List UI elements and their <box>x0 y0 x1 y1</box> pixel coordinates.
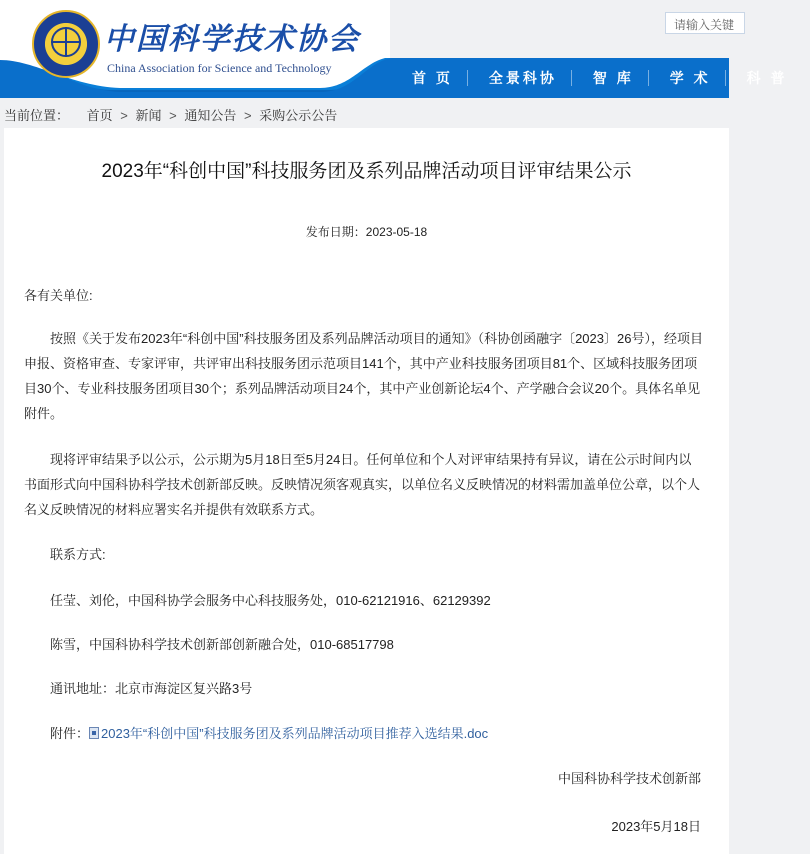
article-panel <box>4 128 729 854</box>
signature-department: 中国科协科学技术创新部 <box>557 771 701 786</box>
site-header <box>0 0 788 98</box>
paragraph-1: 按照《关于发布2023年“科创中国”科技服务团及系列品牌活动项目的通知》（科协创函融字〔2023〕26号），经项目申报、资格审查、专家评审，共评审出科技服务团示范项目141个，其中产业科技服务团项目81个、区域科技服务团项目30个、专业科技服务团项目30个；系列品牌活动项目24个，其中产业创新论坛4个、产学融合会议20个。具体名单见附件。 <box>24 331 703 421</box>
breadcrumb-separator: > <box>169 108 177 123</box>
signature-date: 2023年5月18日 <box>611 819 701 834</box>
breadcrumb-home[interactable]: 首页 <box>86 108 113 123</box>
attachment-label: 附件： <box>50 726 90 741</box>
nav-science-popularization[interactable]: 科 普 <box>733 68 810 88</box>
logo-chinese-name[interactable]: 中国科学技术协会 <box>104 22 360 57</box>
breadcrumb-separator: > <box>244 108 252 123</box>
attachment-row <box>24 721 704 746</box>
nav-panorama[interactable]: 全景科协 <box>475 68 579 88</box>
contact-label: 联系方式: <box>50 547 106 562</box>
attachment-link[interactable]: 2023年“科创中国”科技服务团及系列品牌活动项目推荐入选结果.doc <box>101 726 489 741</box>
main-nav <box>400 58 810 98</box>
publish-date: 发布日期：2023-05-18 <box>305 225 428 239</box>
contact-2: 陈雪，中国科协科学技术创新部创新融合处，010-68517798 <box>50 637 394 652</box>
breadcrumb <box>4 105 337 124</box>
breadcrumb-notices[interactable]: 通知公告 <box>184 108 237 123</box>
globe-icon <box>51 27 81 57</box>
word-document-icon <box>89 727 99 739</box>
breadcrumb-label: 当前位置： <box>4 108 70 123</box>
paragraph-2: 现将评审结果予以公示，公示期为5月18日至5月24日。任何单位和个人对评审结果持有异议，请在公示时间内以书面形式向中国科协科学技术创新部反映。反映情况须客观真实，以单位名义反映情况的材料需加盖单位公章，以个人名义反映情况的材料应署实名并提供有效联系方式。 <box>24 452 701 517</box>
breadcrumb-news[interactable]: 新闻 <box>135 108 162 123</box>
article-title: 2023年“科创中国”科技服务团及系列品牌活动项目评审结果公示 <box>101 161 632 182</box>
nav-think-tank[interactable]: 智 库 <box>579 68 656 88</box>
breadcrumb-procurement[interactable]: 采购公示公告 <box>259 108 338 123</box>
nav-academic[interactable]: 学 术 <box>656 68 733 88</box>
address: 通讯地址：北京市海淀区复兴路3号 <box>50 681 253 696</box>
nav-home[interactable]: 首 页 <box>412 70 453 86</box>
salutation: 各有关单位: <box>24 288 93 303</box>
search-input[interactable]: 请输入关键 <box>665 12 745 34</box>
breadcrumb-separator: > <box>120 108 128 123</box>
contact-1: 任莹、刘伦，中国科协学会服务中心科技服务处，010-62121916、62129392 <box>50 593 491 608</box>
cast-emblem-logo[interactable] <box>32 10 100 78</box>
logo-english-name: China Association for Science and Technology <box>107 61 332 75</box>
